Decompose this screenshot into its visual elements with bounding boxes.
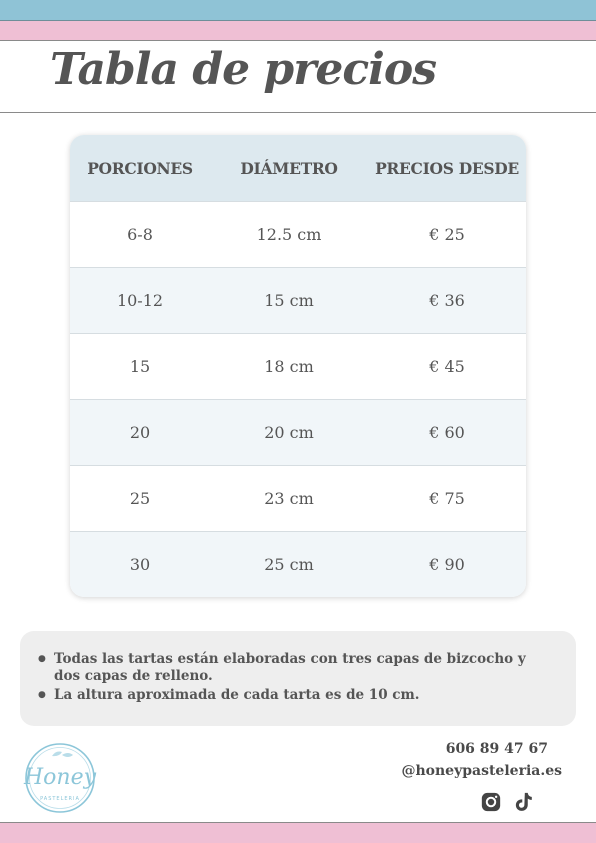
notes-list bbox=[38, 651, 556, 704]
table-row bbox=[70, 201, 526, 267]
top-blue-band bbox=[0, 0, 596, 21]
cell-precio: € 90 bbox=[429, 555, 465, 574]
cell-porciones: 15 bbox=[129, 357, 151, 376]
table-row bbox=[70, 465, 526, 531]
list-item: ● Todas las tartas están elaboradas con tres capas de bizcocho y dos capas de relleno. bbox=[38, 651, 556, 685]
cell-precio: € 36 bbox=[429, 291, 465, 310]
cell-diametro: 20 cm bbox=[264, 423, 314, 442]
table-row bbox=[70, 399, 526, 465]
cell-precio: € 45 bbox=[429, 357, 465, 376]
phone-number: 606 89 47 67 bbox=[445, 741, 548, 757]
logo-badge-icon bbox=[22, 740, 98, 816]
page-title: Tabla de precios bbox=[50, 44, 436, 95]
cell-precio: € 25 bbox=[429, 225, 465, 244]
logo-name: Honey bbox=[23, 765, 97, 790]
title-divider bbox=[0, 112, 596, 113]
cell-diametro: 15 cm bbox=[264, 291, 314, 310]
tiktok-icon[interactable] bbox=[512, 791, 534, 813]
cell-precio: € 60 bbox=[429, 423, 465, 442]
cell-diametro: 25 cm bbox=[264, 555, 314, 574]
cell-diametro: 23 cm bbox=[264, 489, 314, 508]
honey-logo bbox=[22, 740, 98, 816]
cell-porciones: 20 bbox=[129, 423, 151, 442]
cell-porciones: 25 bbox=[129, 489, 151, 508]
table-row bbox=[70, 267, 526, 333]
cell-porciones: 30 bbox=[129, 555, 151, 574]
header-precios: PRECIOS DESDE bbox=[375, 158, 519, 178]
list-item: ● La altura aproximada de cada tarta es de 10 cm. bbox=[38, 687, 556, 704]
header-diametro: DIÁMETRO bbox=[240, 158, 338, 178]
cell-porciones: 6-8 bbox=[127, 225, 153, 244]
bottom-pink-band bbox=[0, 822, 596, 843]
cell-diametro: 12.5 cm bbox=[256, 225, 322, 244]
table-header-row bbox=[70, 135, 526, 201]
table-row bbox=[70, 531, 526, 597]
cell-porciones: 10-12 bbox=[116, 291, 164, 310]
header-porciones: PORCIONES bbox=[87, 158, 193, 178]
price-table bbox=[70, 135, 526, 597]
social-handle: @honeypasteleria.es bbox=[401, 763, 562, 779]
instagram-icon[interactable] bbox=[480, 791, 502, 813]
table-row bbox=[70, 333, 526, 399]
notes-box bbox=[20, 631, 576, 726]
social-icons bbox=[302, 791, 562, 813]
logo-tagline: PASTELERIA bbox=[40, 796, 80, 802]
top-pink-band bbox=[0, 21, 596, 41]
cell-precio: € 75 bbox=[429, 489, 465, 508]
contact-block bbox=[302, 739, 562, 813]
cell-diametro: 18 cm bbox=[264, 357, 314, 376]
